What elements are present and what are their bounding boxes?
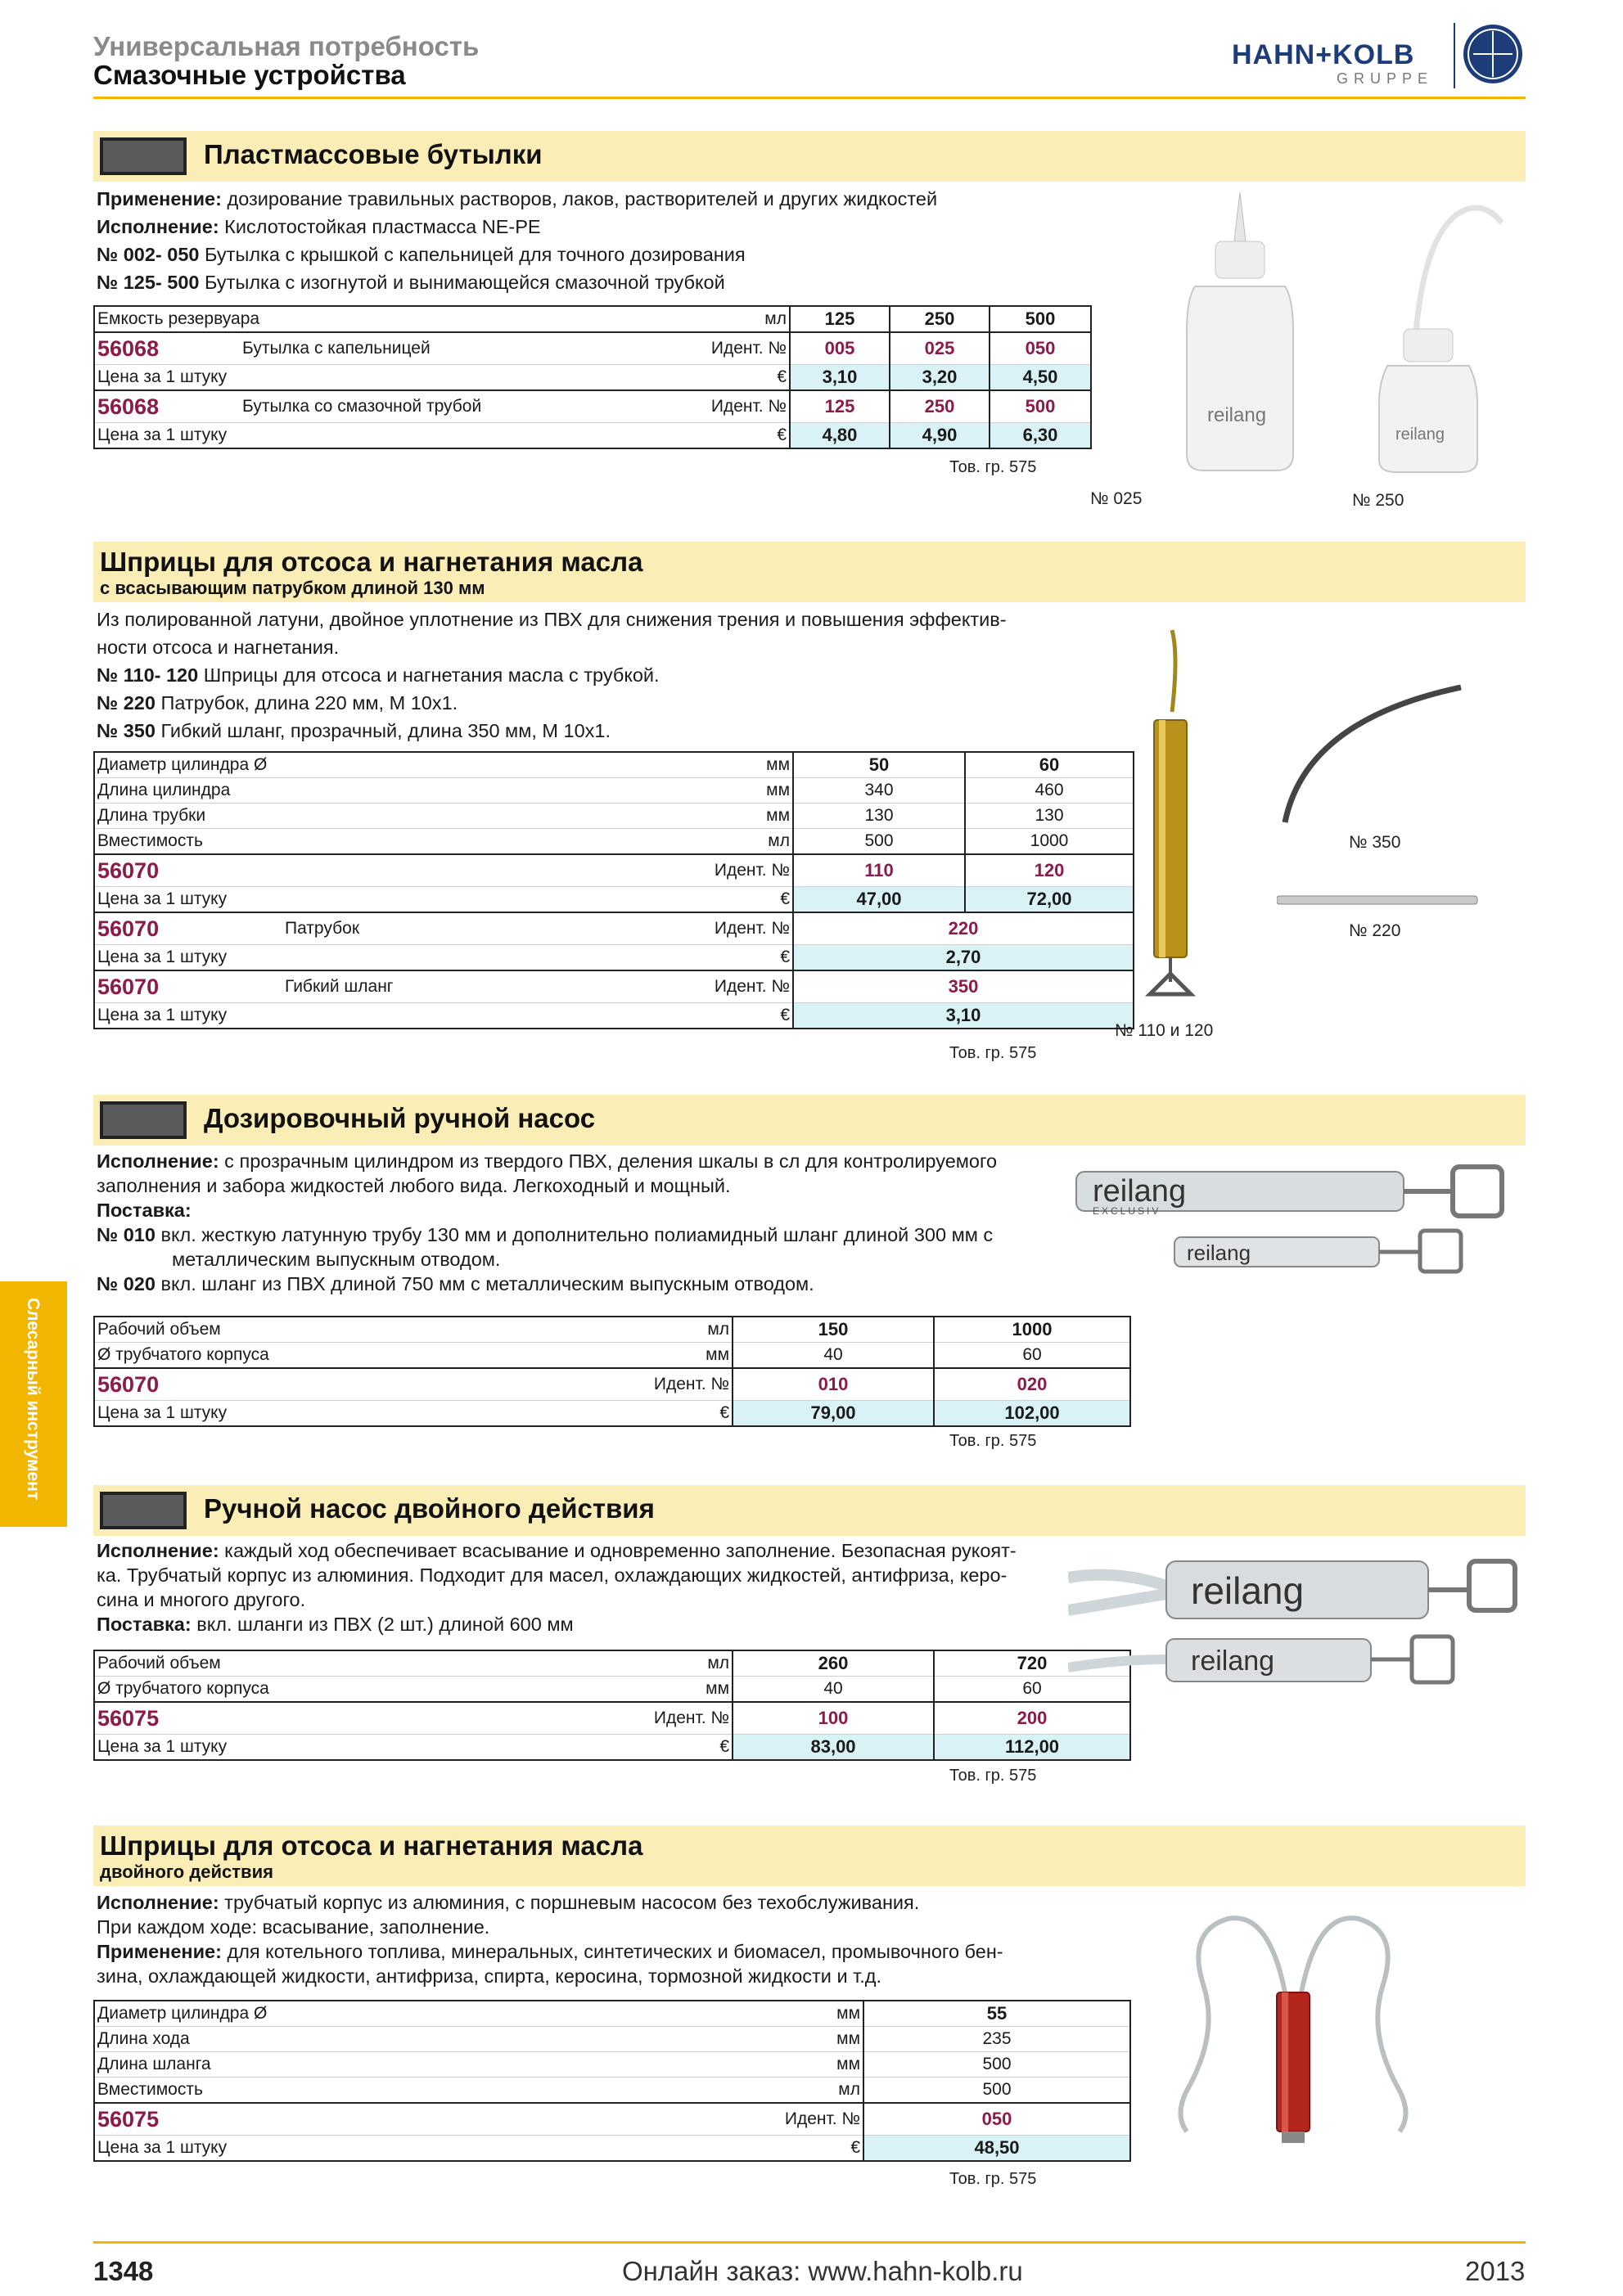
page-title: Смазочные устройства xyxy=(93,60,406,90)
goods-group: Тов. гр. 575 xyxy=(949,1432,1037,1450)
ident-number[interactable]: 110 xyxy=(793,854,965,887)
ident-number[interactable]: 125 xyxy=(790,390,890,423)
price-table-dosing-pump xyxy=(93,1316,1131,1427)
goods-group: Тов. гр. 575 xyxy=(949,458,1037,476)
svg-text:reilang: reilang xyxy=(1191,1569,1305,1612)
table-row: Цена за 1 штуку € 79,00 102,00 xyxy=(94,1401,1130,1427)
ident-number[interactable]: 100 xyxy=(733,1702,934,1735)
footer-divider xyxy=(93,2241,1526,2244)
dropper-bottle-image xyxy=(1138,184,1342,479)
section-subtitle: с всасывающим патрубком длиной 130 мм xyxy=(100,578,485,598)
ident-number[interactable]: 200 xyxy=(934,1702,1130,1735)
section-subtitle: двойного действия xyxy=(100,1862,273,1882)
table-row: Вместимость мл 500 1000 xyxy=(94,829,1134,855)
table-row: Цена за 1 штуку € 83,00 112,00 xyxy=(94,1735,1130,1761)
ident-number[interactable]: 350 xyxy=(793,970,1134,1003)
table-row: Цена за 1 штуку € 48,50 xyxy=(94,2136,1130,2162)
section-title: Ручной насос двойного действия xyxy=(204,1493,655,1524)
table-row: Цена за 1 штуку € 47,00 72,00 xyxy=(94,887,1134,913)
double-action-pump-image xyxy=(1068,1545,1526,1708)
goods-group: Тов. гр. 575 xyxy=(949,1767,1037,1785)
table-row: 56075 Идент. № 100 200 xyxy=(94,1702,1130,1735)
image-caption: № 350 xyxy=(1349,833,1401,852)
table-row: Диаметр цилиндра Ø мм 50 60 xyxy=(94,752,1134,778)
section-description: Исполнение: с прозрачным цилиндром из твердого ПВХ, деления шкалы в сл для контролируемого заполнения и забора жидкостей любого вида. Легкоходный и мощный. Поставка: № 010 вкл. жесткую латунную трубу 130 мм и дополнительно полиамидный шланг длиной 300 мм с металлическим выпускным отводом. № 020 вкл. шланг из ПВХ длиной 750 мм с металлическим выпускным отводом. xyxy=(97,1150,998,1294)
brand-separator xyxy=(1454,23,1455,88)
table-row: 56068 Бутылка со смазочной трубой Идент. № 125 250 500 xyxy=(94,390,1091,423)
double-action-syringe-image xyxy=(1170,1894,1416,2156)
table-row: Рабочий объем мл 150 1000 xyxy=(94,1317,1130,1343)
svg-text:reilang: reilang xyxy=(1395,425,1445,443)
section-title: Пластмассовые бутылки xyxy=(204,139,543,169)
spout-bottle-image xyxy=(1359,190,1522,476)
ident-number[interactable]: 020 xyxy=(934,1368,1130,1401)
table-row: 56075 Идент. № 050 xyxy=(94,2103,1130,2136)
section-description: Исполнение: трубчатый корпус из алюминия, с поршневым насосом без техобслуживания. При каждом ходе: всасывание, заполнение. Применение: для котельного топлива, минеральных, синтетических и биомасел, промывочного бен- зина, охлаждающей жидкости, антифриза, спирта, керосина, тормозной жидкости и т.д. xyxy=(97,1892,1003,1987)
image-caption: № 220 xyxy=(1349,921,1401,940)
table-row: Длина цилиндра мм 340 460 xyxy=(94,778,1134,804)
price-table-bottles xyxy=(93,305,1092,449)
image-caption: № 025 xyxy=(1090,489,1143,508)
table-row: Длина хода мм 235 xyxy=(94,2027,1130,2052)
price-table-double-syringes xyxy=(93,2000,1131,2162)
ident-number[interactable]: 250 xyxy=(890,390,990,423)
price-table-syringes xyxy=(93,751,1134,1029)
table-row: Вместимость мл 500 xyxy=(94,2078,1130,2104)
section-header-double-pump xyxy=(93,1485,1526,1536)
dosing-pump-image xyxy=(1068,1155,1526,1294)
page-number: 1348 xyxy=(93,2256,154,2286)
section-header-oil-syringes xyxy=(93,542,1526,602)
nozzle-tube-image xyxy=(1277,894,1481,907)
table-row: Ø трубчатого корпуса мм 40 60 xyxy=(94,1343,1130,1369)
section-title: Шприцы для отсоса и нагнетания масла xyxy=(100,1830,643,1861)
table-row: Цена за 1 штуку € 4,80 4,90 6,30 xyxy=(94,423,1091,449)
brass-syringe-image xyxy=(1121,622,1220,1006)
section-header-plastic-bottles xyxy=(93,131,1526,182)
table-row: Цена за 1 штуку € 2,70 xyxy=(94,945,1134,971)
goods-group: Тов. гр. 575 xyxy=(949,1044,1037,1062)
ident-number[interactable]: 025 xyxy=(890,332,990,365)
section-description: Из полированной латуни, двойное уплотнение из ПВХ для снижения трения и повышения эффектив- ности отсоса и нагнетания. № 110- 120 Шприцы для отсоса и нагнетания масла с трубкой. № 220 Патрубок, длина 220 мм, M 10x1. № 350 Гибкий шланг, прозрачный, длина 350 мм, M 10x1. xyxy=(97,609,1007,741)
section-header-double-syringes xyxy=(93,1826,1526,1886)
header-category: Универсальная потребность xyxy=(93,31,480,61)
table-row: Рабочий объем мл 260 720 xyxy=(94,1650,1130,1677)
order-link[interactable]: Онлайн заказ: www.hahn-kolb.ru xyxy=(622,2256,1023,2286)
table-row: 56070 Идент. № 010 020 xyxy=(94,1368,1130,1401)
svg-text:reilang: reilang xyxy=(1207,404,1267,426)
ident-number[interactable]: 120 xyxy=(965,854,1134,887)
table-row: Ø трубчатого корпуса мм 40 60 xyxy=(94,1677,1130,1703)
ident-number[interactable]: 050 xyxy=(990,332,1091,365)
svg-text:EXCLUSIV: EXCLUSIV xyxy=(1093,1205,1161,1217)
ident-number[interactable]: 220 xyxy=(793,912,1134,945)
goods-group: Тов. гр. 575 xyxy=(949,2170,1037,2188)
reilang-logo-icon xyxy=(100,137,187,175)
table-row: Диаметр цилиндра Ø мм 55 xyxy=(94,2001,1130,2027)
header-divider xyxy=(93,97,1526,99)
table-row: Длина трубки мм 130 130 xyxy=(94,804,1134,829)
ident-number[interactable]: 005 xyxy=(790,332,890,365)
table-row: Длина шланга мм 500 xyxy=(94,2052,1130,2078)
ident-number[interactable]: 010 xyxy=(733,1368,934,1401)
price-table-double-pump xyxy=(93,1650,1131,1761)
catalog-year: 2013 xyxy=(1465,2256,1526,2286)
table-row: 56068 Бутылка с капельницей Идент. № 005 025 050 xyxy=(94,332,1091,365)
image-caption: № 250 xyxy=(1352,491,1404,510)
table-row: Цена за 1 штуку € 3,10 xyxy=(94,1003,1134,1029)
reilang-logo-icon xyxy=(100,1492,187,1529)
table-row: Цена за 1 штуку € 3,10 3,20 4,50 xyxy=(94,365,1091,391)
table-row: Емкость резервуара мл 125 250 500 xyxy=(94,306,1091,332)
section-title: Дозировочный ручной насос xyxy=(204,1103,596,1133)
ident-number[interactable]: 050 xyxy=(863,2103,1130,2136)
flexible-hose-image xyxy=(1273,671,1477,835)
svg-text:reilang: reilang xyxy=(1187,1240,1251,1265)
table-row: 56070 Патрубок Идент. № 220 xyxy=(94,912,1134,945)
section-description: Исполнение: каждый ход обеспечивает всасывание и одновременно заполнение. Безопасная рукоят- ка. Трубчатый корпус из алюминия. Подходит для масел, охлаждающих жидкостей, антифриза, керо- сина и многого другого. Поставка: вкл. шланги из ПВХ (2 шт.) длиной 600 мм xyxy=(97,1540,1017,1635)
svg-text:reilang: reilang xyxy=(1093,1174,1187,1209)
section-description: Применение: дозирование травильных растворов, лаков, растворителей и других жидкостей Исполнение: Кислотостойкая пластмасса NE-PE № 002- 050 Бутылка с крышкой с капельницей для точного дозирования № 125- 500 Бутылка с изогнутой и вынимающейся смазочной трубкой xyxy=(97,188,938,293)
svg-text:reilang: reilang xyxy=(1191,1645,1275,1677)
table-row: 56070 Идент. № 110 120 xyxy=(94,854,1134,887)
reilang-logo-icon xyxy=(100,1101,187,1139)
section-header-dosing-pump xyxy=(93,1095,1526,1146)
side-tab-label: Слесарный инструмент xyxy=(24,1298,43,1501)
image-caption: № 110 и 120 xyxy=(1115,1021,1214,1040)
side-category-tab[interactable] xyxy=(0,1281,67,1527)
brand-sub-text: GRUPPE xyxy=(1337,70,1434,87)
section-title: Шприцы для отсоса и нагнетания масла xyxy=(100,547,643,577)
brand-logo-text: HAHN+KOLB xyxy=(1232,39,1415,70)
ident-number[interactable]: 500 xyxy=(990,390,1091,423)
hk-seal-icon xyxy=(1462,23,1524,85)
table-row: 56070 Гибкий шланг Идент. № 350 xyxy=(94,970,1134,1003)
